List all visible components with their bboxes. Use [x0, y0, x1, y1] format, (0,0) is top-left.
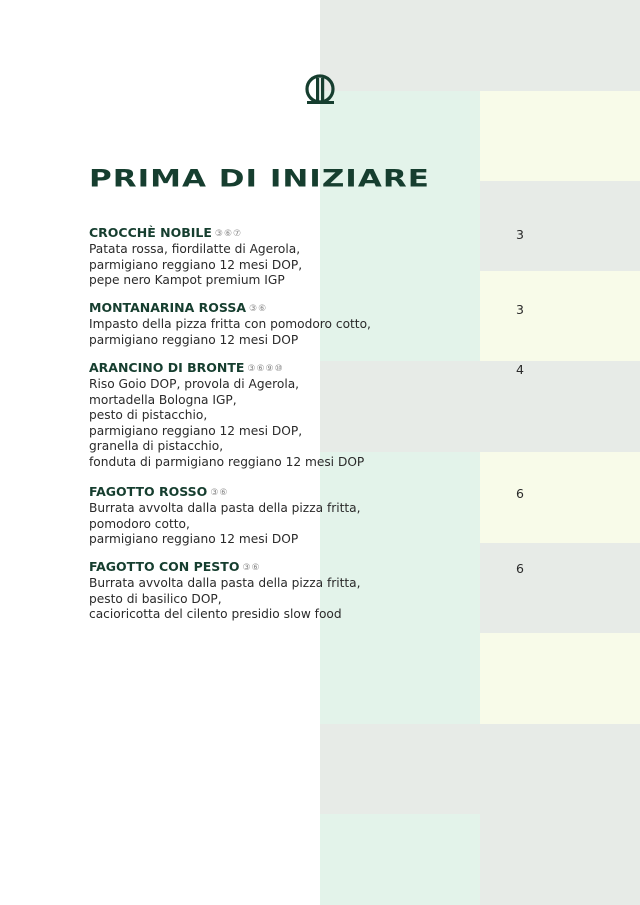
item-price: 3 — [516, 302, 524, 317]
item-name: FAGOTTO CON PESTO — [89, 559, 240, 574]
item-price: 3 — [516, 227, 524, 242]
allergen-icons: ③⑥ — [249, 304, 268, 314]
bg-tile — [480, 814, 640, 905]
item-description: Burrata avvolta dalla pasta della pizza fritta, pomodoro cotto, parmigiano reggiano 12 mesi DOP — [89, 501, 361, 546]
bg-tile — [480, 724, 640, 815]
allergen-icons: ③⑥⑨⑩ — [247, 364, 284, 374]
section-title: PRIMA DI INIZIARE — [89, 164, 430, 193]
item-price: 6 — [516, 561, 524, 576]
bg-tile — [320, 633, 480, 724]
allergen-icons: ③⑥⑦ — [214, 229, 243, 239]
bg-tile — [480, 633, 640, 724]
menu-item — [89, 225, 529, 289]
item-name: CROCCHÈ NOBILE — [89, 225, 212, 240]
item-description: Patata rossa, fiordilatte di Agerola, parmigiano reggiano 12 mesi DOP, pepe nero Kampot premium IGP — [89, 242, 303, 287]
menu-item — [89, 559, 529, 623]
menu-item — [89, 360, 529, 470]
allergen-icons: ③⑥ — [242, 563, 261, 573]
bg-tile — [480, 91, 640, 182]
item-name: FAGOTTO ROSSO — [89, 484, 208, 499]
bg-tile — [480, 0, 640, 91]
allergen-icons: ③⑥ — [210, 488, 229, 498]
item-price: 4 — [516, 362, 524, 377]
menu-item — [89, 484, 529, 548]
item-name: MONTANARINA ROSSA — [89, 300, 247, 315]
menu-item — [89, 300, 529, 348]
item-description: Impasto della pizza fritta con pomodoro cotto, parmigiano reggiano 12 mesi DOP — [89, 317, 371, 347]
bg-tile — [320, 724, 480, 815]
bg-tile — [320, 0, 480, 91]
bg-tile — [320, 814, 480, 905]
item-name: ARANCINO DI BRONTE — [89, 360, 245, 375]
item-price: 6 — [516, 486, 524, 501]
monogram-logo-icon — [304, 74, 336, 106]
item-description: Riso Goio DOP, provola di Agerola, mortadella Bologna IGP, pesto di pistacchio, parmigiano reggiano 12 mesi DOP, granella di pistacchio, fonduta di parmigiano reggiano 12 mesi DOP — [89, 377, 365, 469]
item-description: Burrata avvolta dalla pasta della pizza fritta, pesto di basilico DOP, cacioricotta del cilento presidio slow food — [89, 576, 361, 621]
